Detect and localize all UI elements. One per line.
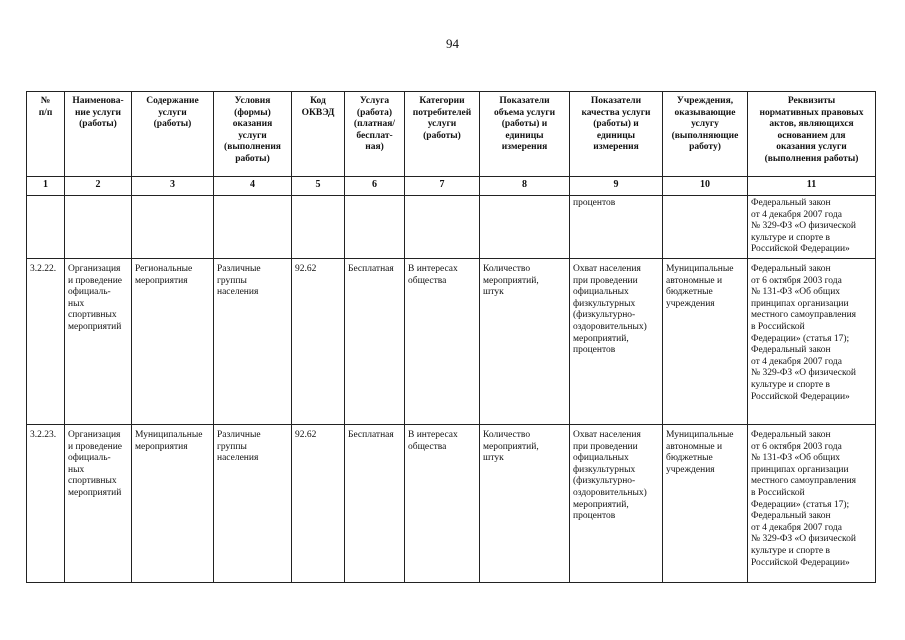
table-cell <box>663 196 748 259</box>
column-header: Код ОКВЭД <box>292 92 345 177</box>
table-cell: Муниципальные мероприятия <box>132 425 214 583</box>
column-number: 6 <box>345 177 405 196</box>
table-cell: Федеральный закон от 6 октября 2003 года № 131-ФЗ «Об общих принципах организации местного самоуправления в Российской Федерации» (статья 17); Федеральный закон от 4 декабря 2007 года № 329-ФЗ «О физической культуре и спорте в Российской Федерации» <box>748 259 876 425</box>
column-number: 2 <box>65 177 132 196</box>
table-cell: процентов <box>570 196 663 259</box>
table-cell: Количество мероприятий, штук <box>480 425 570 583</box>
table-cell: Различные группы населения <box>214 259 292 425</box>
column-header: Реквизиты нормативных правовых актов, являющихся основанием для оказания услуги (выполнения работы) <box>748 92 876 177</box>
table-cell: 92.62 <box>292 259 345 425</box>
table-cell: В интересах общества <box>405 259 480 425</box>
table-cell <box>65 196 132 259</box>
table-cell: 92.62 <box>292 425 345 583</box>
column-number-row <box>27 177 876 196</box>
table-cell <box>405 196 480 259</box>
table-cell <box>480 196 570 259</box>
column-number: 8 <box>480 177 570 196</box>
table-cell <box>27 196 65 259</box>
table-cell: Охват населения при проведении официальных физкультурных (физкультурно- оздоровительных) мероприятий, процентов <box>570 425 663 583</box>
table-cell: Федеральный закон от 4 декабря 2007 года № 329-ФЗ «О физической культуре и спорте в Российской Федерации» <box>748 196 876 259</box>
table-cell: 3.2.23. <box>27 425 65 583</box>
table-cell: Бесплатная <box>345 425 405 583</box>
page-number: 94 <box>446 36 459 51</box>
column-header: Показатели качества услуги (работы) и единицы измерения <box>570 92 663 177</box>
table-cell: Муниципальные автономные и бюджетные учреждения <box>663 259 748 425</box>
column-header: Условия (формы) оказания услуги (выполнения работы) <box>214 92 292 177</box>
column-number: 11 <box>748 177 876 196</box>
table-cell: Бесплатная <box>345 259 405 425</box>
header-row <box>27 92 876 177</box>
column-header: № п/п <box>27 92 65 177</box>
table-cell: Федеральный закон от 6 октября 2003 года № 131-ФЗ «Об общих принципах организации местного самоуправления в Российской Федерации» (статья 17); Федеральный закон от 4 декабря 2007 года № 329-ФЗ «О физической культуре и спорте в Российской Федерации» <box>748 425 876 583</box>
table-cell: В интересах общества <box>405 425 480 583</box>
column-header: Услуга (работа) (платная/ бесплат- ная) <box>345 92 405 177</box>
table-cell <box>214 196 292 259</box>
table-row <box>27 425 876 583</box>
table-cell <box>345 196 405 259</box>
table-row <box>27 259 876 425</box>
services-table-container <box>26 91 876 583</box>
table-cell <box>132 196 214 259</box>
column-number: 3 <box>132 177 214 196</box>
table-cell: 3.2.22. <box>27 259 65 425</box>
table-cell: Региональные мероприятия <box>132 259 214 425</box>
table-cell: Охват населения при проведении официальных физкультурных (физкультурно- оздоровительных) мероприятий, процентов <box>570 259 663 425</box>
column-number: 5 <box>292 177 345 196</box>
table-row <box>27 196 876 259</box>
column-number: 1 <box>27 177 65 196</box>
table-cell: Организация и проведение официаль- ных спортивных мероприятий <box>65 259 132 425</box>
table-cell <box>292 196 345 259</box>
column-header: Категории потребителей услуги (работы) <box>405 92 480 177</box>
services-table <box>26 91 876 583</box>
table-cell: Различные группы населения <box>214 425 292 583</box>
column-number: 10 <box>663 177 748 196</box>
column-number: 9 <box>570 177 663 196</box>
table-cell: Организация и проведение официаль- ных спортивных мероприятий <box>65 425 132 583</box>
column-number: 4 <box>214 177 292 196</box>
table-cell: Муниципальные автономные и бюджетные учреждения <box>663 425 748 583</box>
column-header: Содержание услуги (работы) <box>132 92 214 177</box>
column-number: 7 <box>405 177 480 196</box>
column-header: Учреждения, оказывающие услугу (выполняющие работу) <box>663 92 748 177</box>
column-header: Наименова- ние услуги (работы) <box>65 92 132 177</box>
column-header: Показатели объема услуги (работы) и единицы измерения <box>480 92 570 177</box>
table-cell: Количество мероприятий, штук <box>480 259 570 425</box>
